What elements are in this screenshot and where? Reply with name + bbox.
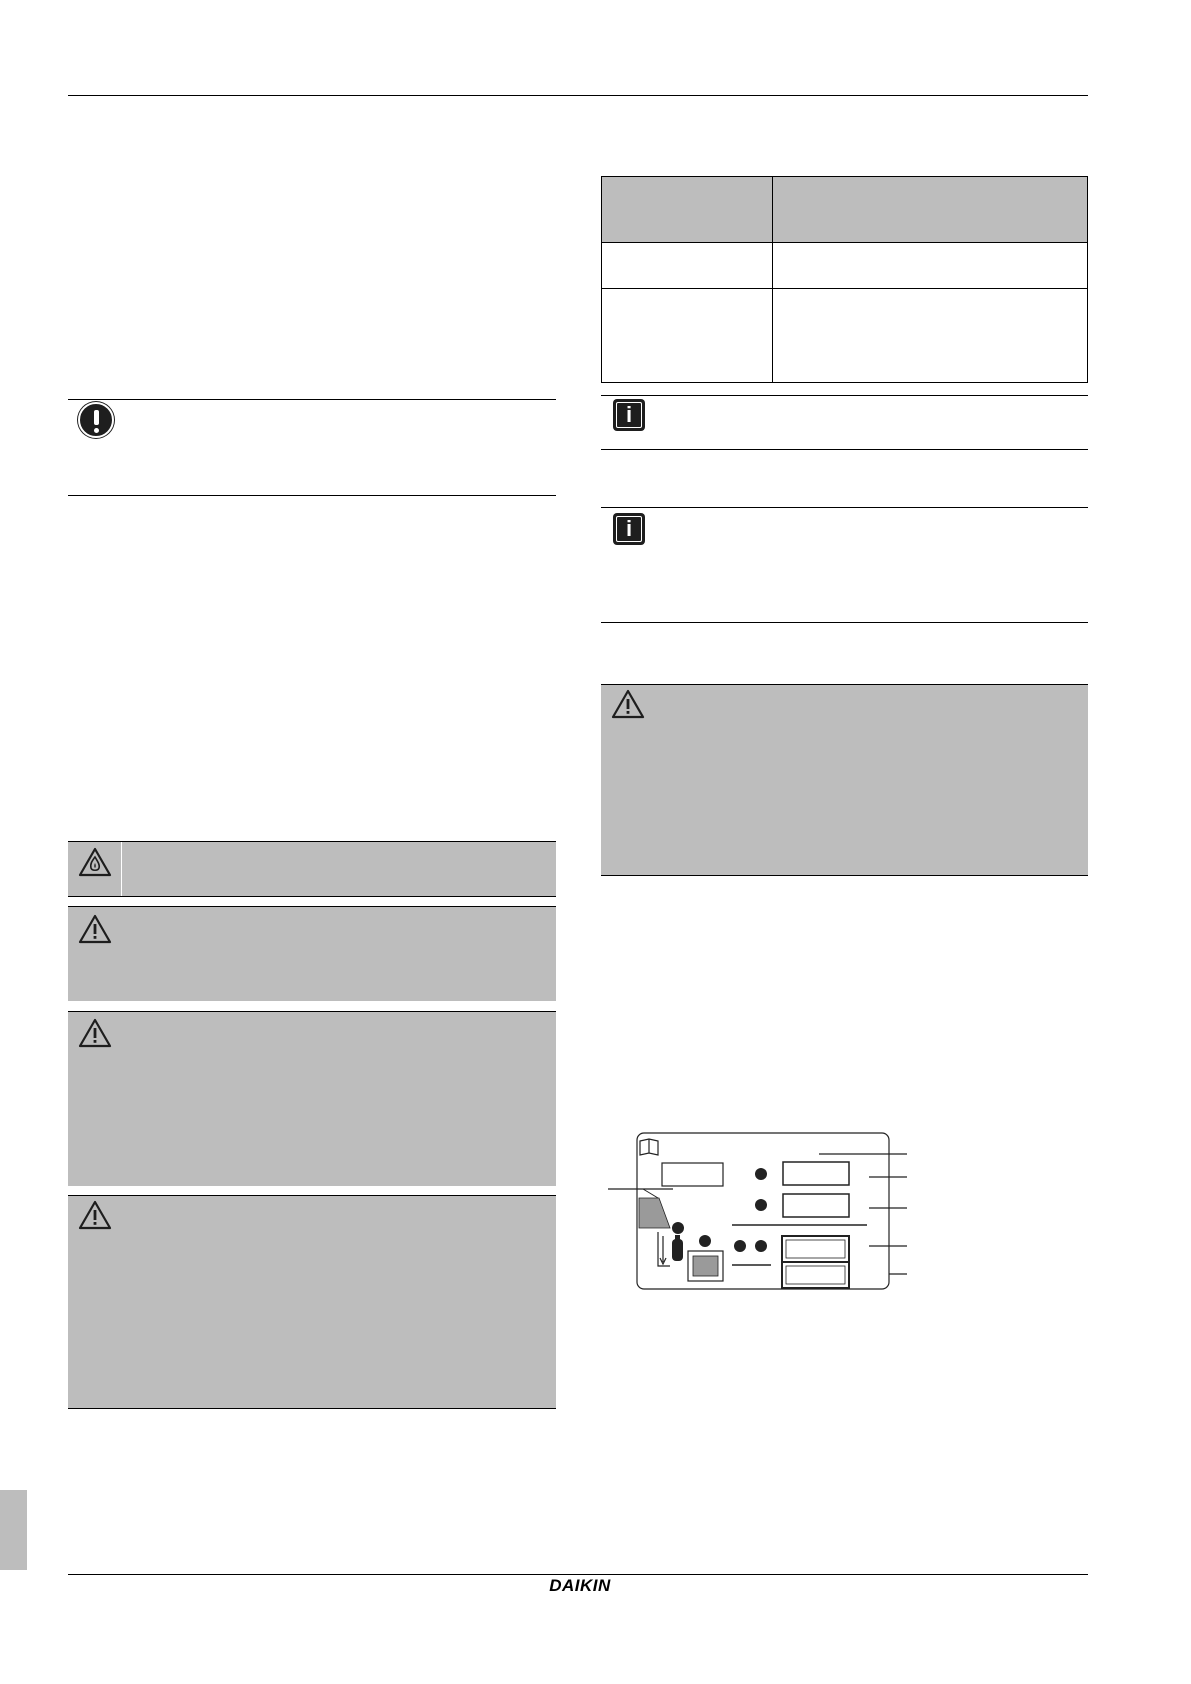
flammable-warning-box: [68, 841, 556, 897]
spec-table: [601, 176, 1088, 383]
label-dot: [699, 1235, 711, 1247]
warning-box-1: [68, 906, 556, 1001]
label-dot: [755, 1240, 767, 1252]
side-tab-marker: [0, 1490, 27, 1570]
table-cell: [602, 243, 773, 289]
table-header-row: [602, 177, 1088, 243]
label-dot: [755, 1168, 767, 1180]
notice-top-rule: [68, 399, 556, 400]
info-2-top-rule: [601, 507, 1088, 508]
footer-rule: [68, 1574, 1088, 1575]
notice-exclamation-icon: [78, 402, 114, 438]
info-1-top-rule: [601, 395, 1088, 396]
label-field-box: [662, 1163, 723, 1186]
info-2-bottom-rule: [601, 622, 1088, 623]
info-icon: i: [613, 399, 645, 431]
warning-triangle-icon: [78, 914, 112, 944]
flammable-warning-icon: [78, 847, 112, 877]
refrigerant-label-diagram: [600, 1120, 920, 1300]
table-cell: [602, 289, 773, 383]
label-dot: [672, 1222, 684, 1234]
warning-triangle-icon: [611, 689, 645, 719]
label-field-box: [783, 1162, 849, 1185]
flammable-bottom-rule: [68, 896, 556, 897]
flammable-icon-column: [121, 842, 122, 897]
warning-box-right: [601, 684, 1088, 876]
warning-box-3: [68, 1195, 556, 1409]
info-1-bottom-rule: [601, 449, 1088, 450]
info-icon: i: [613, 513, 645, 545]
table-header-cell: [602, 177, 773, 243]
label-dot: [734, 1240, 746, 1252]
warning-box-2: [68, 1011, 556, 1186]
label-field-box: [783, 1194, 849, 1217]
notice-bottom-rule: [68, 495, 556, 496]
warning-triangle-icon: [78, 1018, 112, 1048]
table-cell: [773, 243, 1088, 289]
header-rule: [68, 95, 1088, 96]
table-row: [602, 289, 1088, 383]
table-cell: [773, 289, 1088, 383]
table-row: [602, 243, 1088, 289]
warning-triangle-icon: [78, 1200, 112, 1230]
label-dot: [755, 1199, 767, 1211]
table-header-cell: [773, 177, 1088, 243]
daikin-logo: DAIKIN: [549, 1576, 611, 1595]
